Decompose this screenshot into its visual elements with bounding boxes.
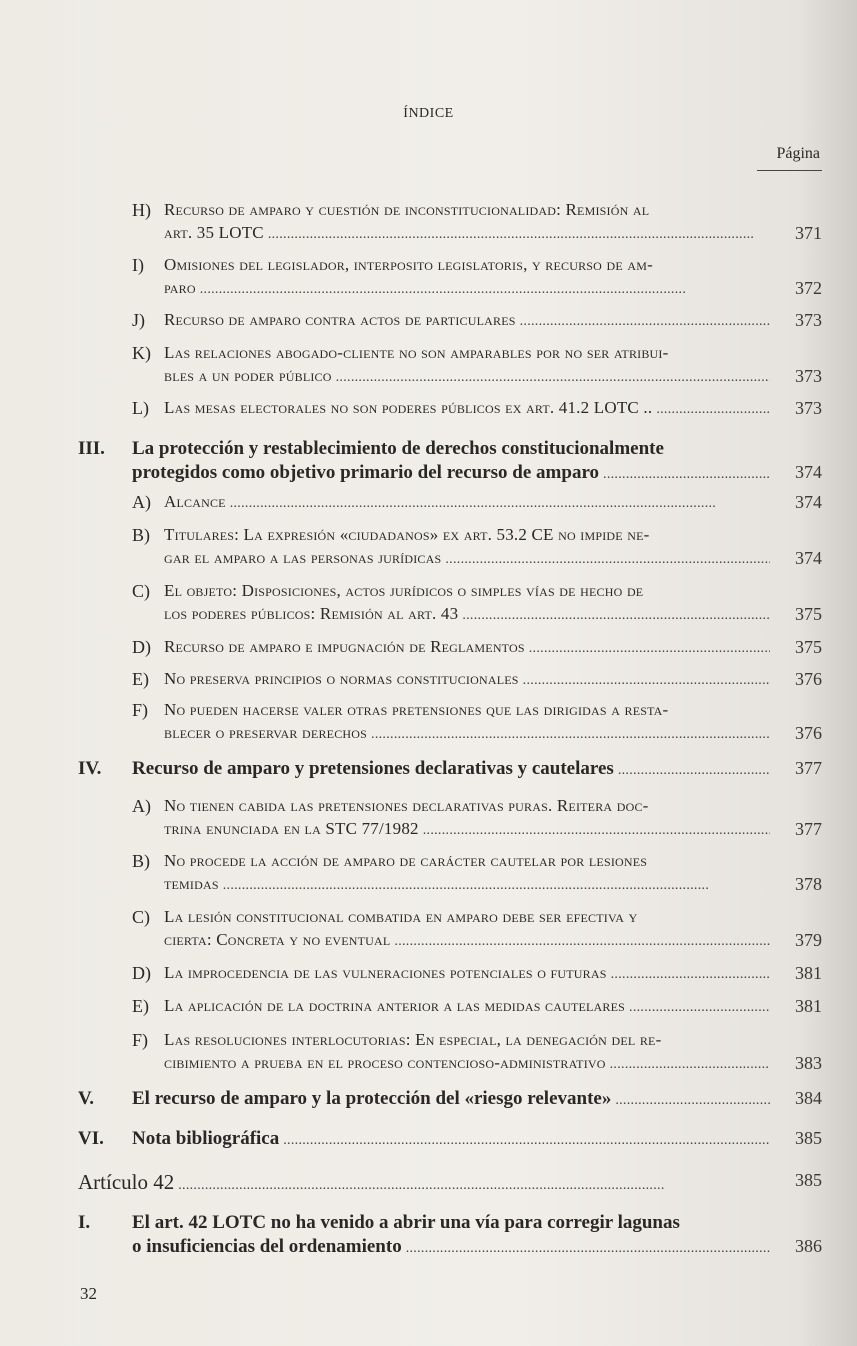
entry-text: Las resoluciones interlocutorias: En especial, la denegación del re- — [164, 1030, 662, 1049]
folio-number: 32 — [80, 1284, 97, 1303]
entry-page-number: 385 — [795, 1128, 822, 1148]
entry-number: H) — [132, 200, 151, 220]
page-column-label: Página — [776, 145, 820, 162]
entry-number: A) — [132, 492, 151, 512]
entry-number: C) — [132, 907, 150, 927]
entry-number: B) — [132, 851, 150, 871]
entry-page-number: 385 — [795, 1170, 822, 1190]
entry-text: Alcance — [164, 492, 226, 511]
entry-text: La lesión constitucional combatida en amparo debe ser efectiva y — [164, 907, 638, 926]
entry-text: Nota bibliográfica — [132, 1128, 280, 1149]
entry-text: Recurso de amparo y pretensiones declarativas y cautelares — [132, 758, 614, 779]
entry-page-number: 377 — [795, 758, 822, 778]
entry-text: Omisiones del legislador, interposito legislatoris, y recurso de am- — [164, 255, 653, 274]
leader-dots — [529, 639, 770, 657]
leader-dots — [336, 368, 770, 386]
entry-text: No tienen cabida las pretensiones declarativas puras. Reitera doc- — [164, 796, 649, 815]
entry-text: Titulares: La expresión «ciudadanos» ex art. 53.2 CE no impide ne- — [164, 525, 650, 544]
leader-dots — [178, 1176, 770, 1194]
entry-text: Artículo 42 — [78, 1170, 175, 1194]
entry-number: C) — [132, 581, 150, 601]
entry-number: I) — [132, 255, 144, 275]
entry-page-number: 375 — [795, 637, 822, 657]
entry-text: temidas — [164, 874, 219, 893]
entry-number: D) — [132, 637, 151, 657]
entry-page-number: 374 — [795, 462, 822, 482]
entry-text: bles a un poder público — [164, 366, 332, 385]
entry-number: VI. — [78, 1128, 104, 1149]
entry-text: trina enunciada en la STC 77/1982 — [164, 819, 419, 838]
leader-dots — [223, 876, 770, 894]
entry-text: o insuficiencias del ordenamiento — [132, 1236, 402, 1257]
entry-page-number: 376 — [795, 723, 822, 743]
leader-dots — [656, 400, 770, 418]
entry-page-number: 383 — [795, 1053, 822, 1073]
entry-number: B) — [132, 525, 150, 545]
leader-dots — [445, 550, 770, 568]
leader-dots — [603, 465, 770, 483]
entry-number: E) — [132, 669, 149, 689]
entry-number: D) — [132, 963, 151, 983]
entry-number: J) — [132, 310, 145, 330]
leader-dots — [615, 1091, 770, 1109]
entry-text: protegidos como objetivo primario del recurso de amparo — [132, 462, 600, 483]
entry-number: A) — [132, 796, 151, 816]
entry-text: Las relaciones abogado-cliente no son amparables por no ser atribui- — [164, 343, 669, 362]
entry-text: La improcedencia de las vulneraciones potenciales o futuras — [164, 963, 607, 982]
entry-page-number: 381 — [795, 963, 822, 983]
leader-dots — [610, 1055, 770, 1073]
entry-page-number: 371 — [795, 223, 822, 243]
leader-dots — [423, 821, 770, 839]
entry-number: E) — [132, 996, 149, 1016]
entry-text: Recurso de amparo y cuestión de inconstitucionalidad: Remisión al — [164, 200, 650, 219]
entry-number: F) — [132, 1030, 149, 1050]
leader-dots — [406, 1239, 770, 1257]
entry-text: El art. 42 LOTC no ha venido a abrir una vía para corregir lagunas — [132, 1212, 680, 1233]
leader-dots — [230, 494, 770, 512]
leader-dots — [283, 1131, 770, 1149]
entry-number: F) — [132, 700, 149, 720]
entry-page-number: 374 — [795, 548, 822, 568]
entry-page-number: 381 — [795, 996, 822, 1016]
entry-page-number: 372 — [795, 278, 822, 298]
entry-text: El recurso de amparo y la protección del «riesgo relevante» — [132, 1088, 612, 1109]
leader-dots — [520, 312, 770, 330]
entry-page-number: 373 — [795, 398, 822, 418]
leader-dots — [618, 761, 770, 779]
entry-text: No procede la acción de amparo de carácter cautelar por lesiones — [164, 851, 648, 870]
entry-page-number: 376 — [795, 669, 822, 689]
entry-text: Las mesas electorales no son poderes públicos ex art. 41.2 LOTC .. — [164, 398, 653, 417]
entry-number: I. — [78, 1212, 91, 1233]
entry-text: paro — [164, 278, 196, 297]
leader-dots — [268, 225, 770, 243]
page-column-rule — [757, 170, 822, 171]
index-title: ÍNDICE — [403, 106, 454, 121]
entry-number: III. — [78, 438, 105, 459]
entry-text: No preserva principios o normas constitucionales — [164, 669, 519, 688]
entry-page-number: 378 — [795, 874, 822, 894]
entry-page-number: 373 — [795, 310, 822, 330]
leader-dots — [611, 965, 770, 983]
leader-dots — [629, 998, 770, 1016]
entry-number: V. — [78, 1088, 95, 1109]
leader-dots — [523, 671, 770, 689]
entry-text: cibimiento a prueba en el proceso contencioso-administrativo — [164, 1053, 606, 1072]
entry-text: El objeto: Disposiciones, actos jurídicos o simples vías de hecho de — [164, 581, 644, 600]
entry-page-number: 379 — [795, 930, 822, 950]
leader-dots — [394, 932, 770, 950]
entry-text: cierta: Concreta y no eventual — [164, 930, 391, 949]
entry-number: K) — [132, 343, 151, 363]
entry-text: La protección y restablecimiento de derechos constitucionalmente — [132, 438, 664, 459]
entry-page-number: 384 — [795, 1088, 822, 1108]
entry-text: los poderes públicos: Remisión al art. 43 — [164, 604, 459, 623]
entry-page-number: 375 — [795, 604, 822, 624]
entry-text: No pueden hacerse valer otras pretensiones que las dirigidas a resta- — [164, 700, 669, 719]
entry-page-number: 374 — [795, 492, 822, 512]
entry-text: gar el amparo a las personas jurídicas — [164, 548, 442, 567]
entry-number: L) — [132, 398, 149, 418]
leader-dots — [200, 280, 770, 298]
leader-dots — [371, 725, 770, 743]
entry-text: art. 35 LOTC — [164, 223, 264, 242]
entry-page-number: 373 — [795, 366, 822, 386]
entry-text: Recurso de amparo contra actos de particulares — [164, 310, 516, 329]
entry-number: IV. — [78, 758, 102, 779]
entry-text: La aplicación de la doctrina anterior a las medidas cautelares — [164, 996, 626, 1015]
entry-text: Recurso de amparo e impugnación de Reglamentos — [164, 637, 525, 656]
entry-page-number: 386 — [795, 1236, 822, 1256]
leader-dots — [462, 606, 770, 624]
entry-text: blecer o preservar derechos — [164, 723, 368, 742]
entry-page-number: 377 — [795, 819, 822, 839]
